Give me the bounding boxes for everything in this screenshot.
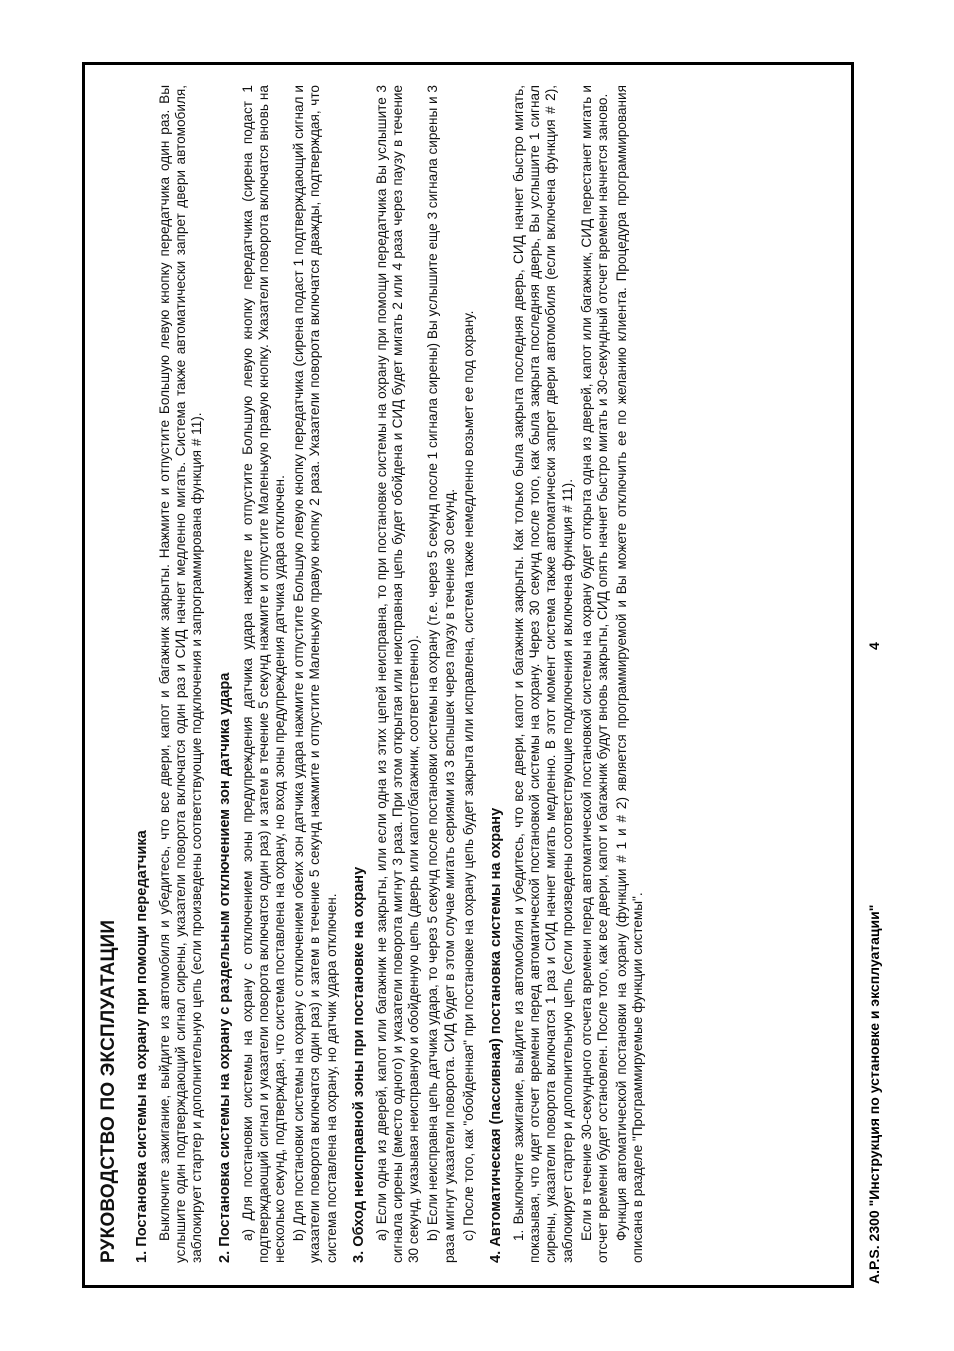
section-3 (350, 85, 477, 1263)
paragraph: Функция автоматической постановки на охрану (функции # 1 и # 2) является программируемой и Вы можете отключить ее по желанию клиента. Процедура программирования описана в разделе "Программируемые функции системы". (614, 85, 646, 1263)
footer-document-name: A.P.S. 2300 "Инструкция по установке и эксплуатации" (866, 904, 882, 1284)
paragraph: Если в течение 30-секундного отсчета времени перед автоматической постановкой системы на охрану будет открыта одна из дверей, капот или багажник, СИД перестанет мигать и отсчет времени будет остановлен. После того, как все двери, капот и багажник будут вновь закрыты, СИД опять начнет быстро мигать и 30-секундный отсчет времени начнется заново. (578, 85, 611, 1263)
paragraph: a) Если одна из дверей, капот или багажник не закрыты, или если одна из этих цепей неисправна, то при постановке системы на охрану при помощи передатчика Вы услышите 3 сигнала сирены (вместо одного) и указатели поворота мигнут 3 раза. При этом открытая или неисправная цепь будет обойдена и СИД будет мигать 2 или 4 раза через паузу в течение 30 секунд, указывая неисправную и обойденную цепь (дверь или капот/багажник, соответственно). (373, 85, 422, 1263)
section-heading: 3. Обход неисправной зоны при постановке на охрану (350, 866, 367, 1263)
paragraph: c) После того, как "обойденная" при постановке на охрану цепь будет закрыта или исправлена, система также немедленно возьмет ее под охрану. (460, 310, 476, 1241)
rotated-content (85, 65, 851, 1285)
document-title: РУКОВОДСТВО ПО ЭКСПЛУАТАЦИИ (98, 919, 119, 1263)
section-heading: 1. Постановка системы на охрану при помощи передатчика (134, 830, 150, 1263)
section-heading: 2. Постановка системы на охрану с раздельным отключением зон датчика удара (216, 672, 233, 1263)
paragraph: a) Для постановки системы на охрану с отключением зоны предупреждения датчика удара нажмите и отпустите Большую левую кнопку передатчика (сирена подаст 1 подтверждающий сигнал и указатели поворота включатся один раз) и затем в течение 5 секунд нажмите и отпустите Маленькую правую кнопку. Указатели поворота включатся вновь на несколько секунд, подтверждая, что система поставлена на охрану, но вход зоны предупреждения датчика удара отключен. (239, 85, 288, 1263)
page-frame (82, 62, 854, 1288)
section-4 (487, 85, 647, 1263)
section-1 (133, 85, 206, 1263)
paragraph: 1. Выключите зажигание, выйдите из автомобиля и убедитесь, что все двери, капот и багажник закрыты. Как только была закрыта последняя дверь, СИД начнет быстро мигать, показывая, что идет отсчет времени перед автоматической постановкой системы на охрану. Через 30 секунд после того, как была закрыта последняя дверь, Вы услышите 1 сигнал сирены, указатели поворота включатся 1 раз и СИД начнет мигать медленно. В этот момент система также автоматически запрет двери автомобиля (если включена функция # 2), заблокирует стартер и дополнительную цепь (если произведены соответствующие подключения и включена функция # 11). (511, 85, 575, 1263)
paragraph: b) Для постановки системы на охрану с отключением обеих зон датчика удара нажмите и отпустите Большую левую кнопку передатчика (сирена подаст 1 подтверждающий сигнал и указатели поворота включатся один раз) и затем в течение 5 секунд нажмите и отпустите Маленькую правую кнопку 2 раза. Указатели поворота включатся дважды, подтверждая, что система поставлена на охрану, но датчик удара отключен. (291, 85, 339, 1263)
section-2 (216, 85, 340, 1263)
section-heading: 4. Автоматическая (пассивная) постановка системы на охрану (488, 807, 505, 1263)
page-footer (854, 70, 898, 1290)
page-number: 4 (866, 642, 882, 650)
paragraph: b) Если неисправна цепь датчика удара, то через 5 секунд после постановки системы на охрану (т.е. через 5 секунд после 1 сигнала сирены) Вы услышите еще 3 сигнала сирены и 3 раза мигнут указатели поворота. СИД будет в этом случае мигать сериями из 3 вспышек через паузу в течение 30 секунд. (425, 85, 457, 1263)
paragraph: Выключите зажигание, выйдите из автомобиля и убедитесь, что все двери, капот и багажник закрыты. Нажмите и отпустите Большую левую кнопку передатчика один раз. Вы услышите один подтверждающий сигнал сирены, указатели поворота включатся один раз и СИД начнет медленно мигать. Система также автоматически запрет двери автомобиля, заблокирует стартер и дополнительную цепь (если произведены соответствующие подключения и запрограммирована функция # 11). (157, 85, 205, 1263)
